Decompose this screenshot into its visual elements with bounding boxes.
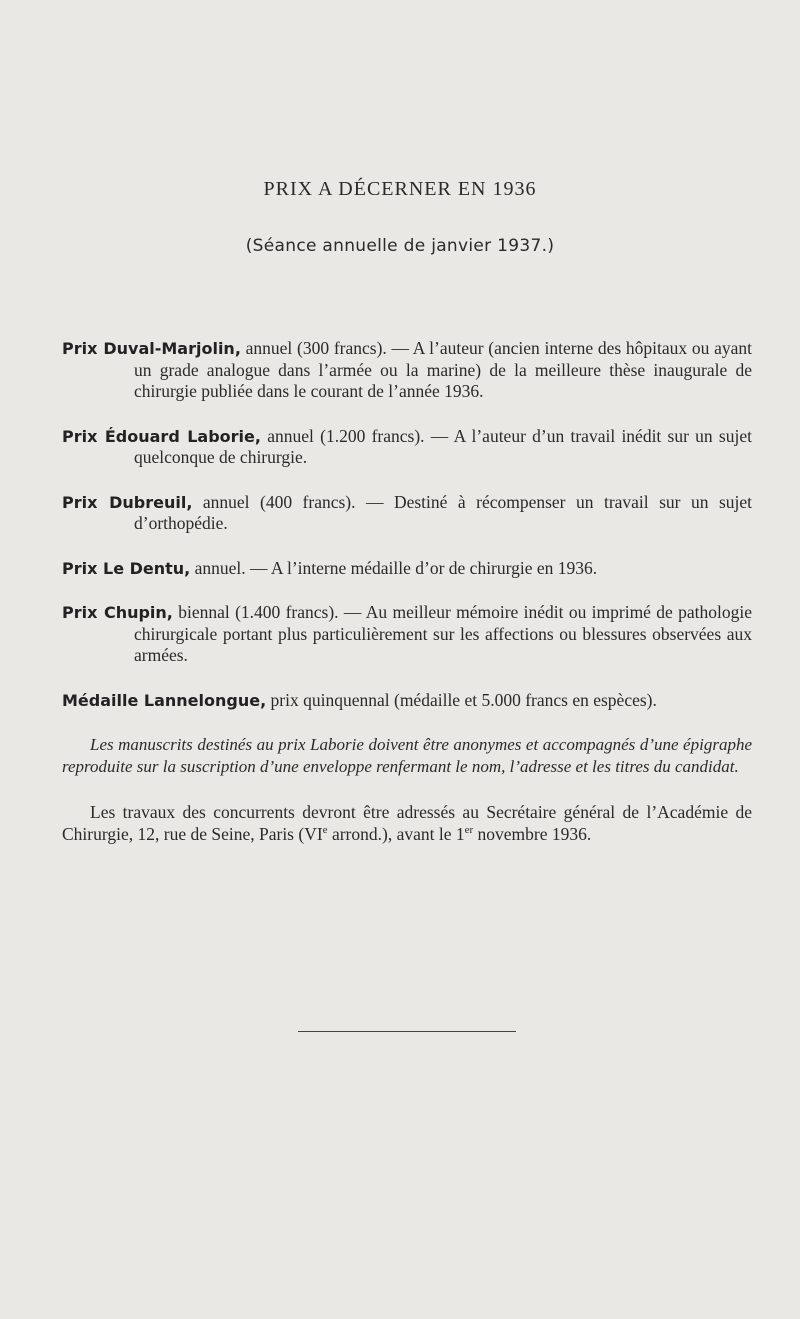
instructions-text: novembre 1936. bbox=[473, 823, 592, 844]
prize-name: Médaille Lannelongue, bbox=[62, 690, 267, 710]
superscript: er bbox=[464, 823, 474, 836]
prize-entry-chupin bbox=[62, 602, 752, 667]
prize-description: biennal (1.400 francs). — Au meilleur mémoire inédit ou imprimé de pathologie chirurgicale portant plus particulièrement sur les affections ou blessures observées aux armées. bbox=[134, 602, 753, 665]
page-subtitle: (Séance annuelle de janvier 1937.) bbox=[245, 236, 555, 256]
prize-name: Prix Le Dentu, bbox=[62, 558, 191, 578]
instructions-text: arrond.), avant le 1 bbox=[327, 823, 465, 844]
prize-description: annuel. — A l’interne médaille d’or de chirurgie en 1936. bbox=[190, 557, 598, 578]
submission-instructions bbox=[62, 802, 752, 845]
prize-entry-le-dentu bbox=[62, 558, 752, 580]
prize-description: annuel (1.200 francs). — A l’auteur d’un travail inédit sur un sujet quelconque de chirurgie. bbox=[134, 425, 752, 467]
prize-description: prix quinquennal (médaille et 5.000 francs en espèces). bbox=[266, 689, 657, 710]
section-divider bbox=[298, 1031, 516, 1032]
prize-entry-dubreuil bbox=[62, 492, 752, 535]
prize-description: annuel (400 francs). — Destiné à récompenser un travail sur un sujet d’orthopédie. bbox=[134, 491, 753, 533]
prize-name: Prix Chupin, bbox=[62, 603, 173, 622]
prize-list bbox=[62, 338, 752, 845]
instructions-text: Les travaux des concurrents devront être adressés au Secrétaire général de l’Académie de Chirurgie, 12, rue de Seine, Paris (VI bbox=[62, 802, 752, 844]
prize-description: annuel (300 francs). — A l’auteur (ancien interne des hôpitaux ou ayant un grade analogue dans l’armée ou la marine) de la meilleure thèse inaugurale de chirurgie publiée dans le courant de l’année 1936. bbox=[134, 338, 753, 401]
page-title: PRIX A DÉCERNER EN 1936 bbox=[263, 178, 537, 200]
prize-entry-lannelongue bbox=[62, 690, 752, 712]
prize-name: Prix Duval-Marjolin, bbox=[62, 339, 241, 358]
prize-name: Prix Édouard Laborie, bbox=[62, 426, 261, 446]
laborie-note: Les manuscrits destinés au prix Laborie doivent être anonymes et accompagnés d’une épigraphe reproduite sur la suscription d’une enveloppe renfermant le nom, l’adresse et les titres du candidat. bbox=[62, 735, 752, 776]
prize-entry-laborie bbox=[62, 426, 752, 469]
prize-entry-duval-marjolin bbox=[62, 338, 752, 403]
superscript: e bbox=[322, 823, 328, 836]
prize-name: Prix Dubreuil, bbox=[62, 492, 193, 512]
